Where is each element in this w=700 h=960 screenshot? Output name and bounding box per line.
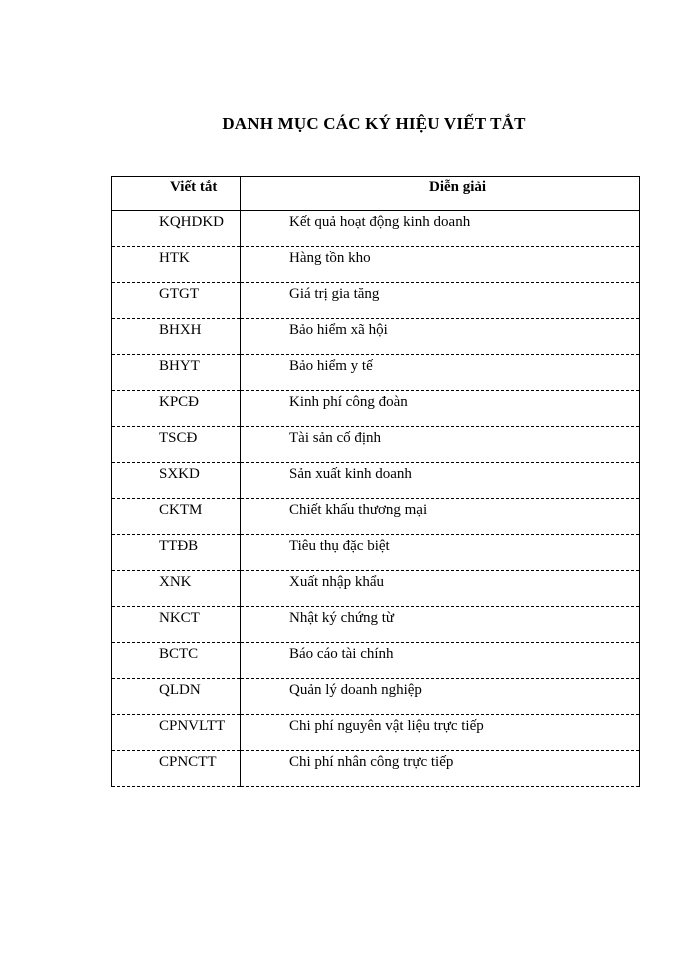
description-cell: Tài sản cố định	[241, 427, 640, 463]
table-row	[112, 571, 640, 607]
table-row	[112, 247, 640, 283]
abbreviation-cell: KQHDKD	[112, 211, 241, 247]
description-cell: Tiêu thụ đặc biệt	[241, 535, 640, 571]
table-row	[112, 427, 640, 463]
abbreviation-cell: NKCT	[112, 607, 241, 643]
abbreviation-cell: SXKD	[112, 463, 241, 499]
table-row	[112, 607, 640, 643]
abbreviation-cell: BHYT	[112, 355, 241, 391]
table-row	[112, 319, 640, 355]
table-body	[112, 211, 640, 787]
column-header-abbreviation: Viết tắt	[112, 177, 241, 211]
abbreviation-cell: TSCĐ	[112, 427, 241, 463]
table-row	[112, 643, 640, 679]
abbreviation-table	[111, 176, 640, 787]
description-cell: Chi phí nhân công trực tiếp	[241, 751, 640, 787]
description-cell: Hàng tồn kho	[241, 247, 640, 283]
abbreviation-cell: BHXH	[112, 319, 241, 355]
table-row	[112, 751, 640, 787]
column-header-description: Diễn giải	[241, 177, 640, 211]
abbreviation-cell: KPCĐ	[112, 391, 241, 427]
description-cell: Chi phí nguyên vật liệu trực tiếp	[241, 715, 640, 751]
description-cell: Chiết khấu thương mại	[241, 499, 640, 535]
table-row	[112, 463, 640, 499]
abbreviation-cell: TTĐB	[112, 535, 241, 571]
table-row	[112, 715, 640, 751]
abbreviation-cell: QLDN	[112, 679, 241, 715]
abbreviation-cell: BCTC	[112, 643, 241, 679]
table-row	[112, 679, 640, 715]
abbreviation-cell: CPNVLTT	[112, 715, 241, 751]
abbreviation-cell: CPNCTT	[112, 751, 241, 787]
description-cell: Giá trị gia tăng	[241, 283, 640, 319]
abbreviation-cell: CKTM	[112, 499, 241, 535]
description-cell: Bảo hiểm xã hội	[241, 319, 640, 355]
description-cell: Sản xuất kinh doanh	[241, 463, 640, 499]
table-row	[112, 499, 640, 535]
page-title: DANH MỤC CÁC KÝ HIỆU VIẾT TẮT	[222, 114, 526, 133]
table-row	[112, 283, 640, 319]
abbreviation-cell: HTK	[112, 247, 241, 283]
description-cell: Kết quả hoạt động kinh doanh	[241, 211, 640, 247]
table-header-row	[112, 177, 640, 211]
description-cell: Nhật ký chứng từ	[241, 607, 640, 643]
abbreviation-cell: XNK	[112, 571, 241, 607]
table-row	[112, 355, 640, 391]
description-cell: Xuất nhập khẩu	[241, 571, 640, 607]
table-row	[112, 211, 640, 247]
description-cell: Kinh phí công đoàn	[241, 391, 640, 427]
description-cell: Báo cáo tài chính	[241, 643, 640, 679]
table-row	[112, 391, 640, 427]
abbreviation-cell: GTGT	[112, 283, 241, 319]
description-cell: Quản lý doanh nghiệp	[241, 679, 640, 715]
table-row	[112, 535, 640, 571]
description-cell: Bảo hiểm y tế	[241, 355, 640, 391]
